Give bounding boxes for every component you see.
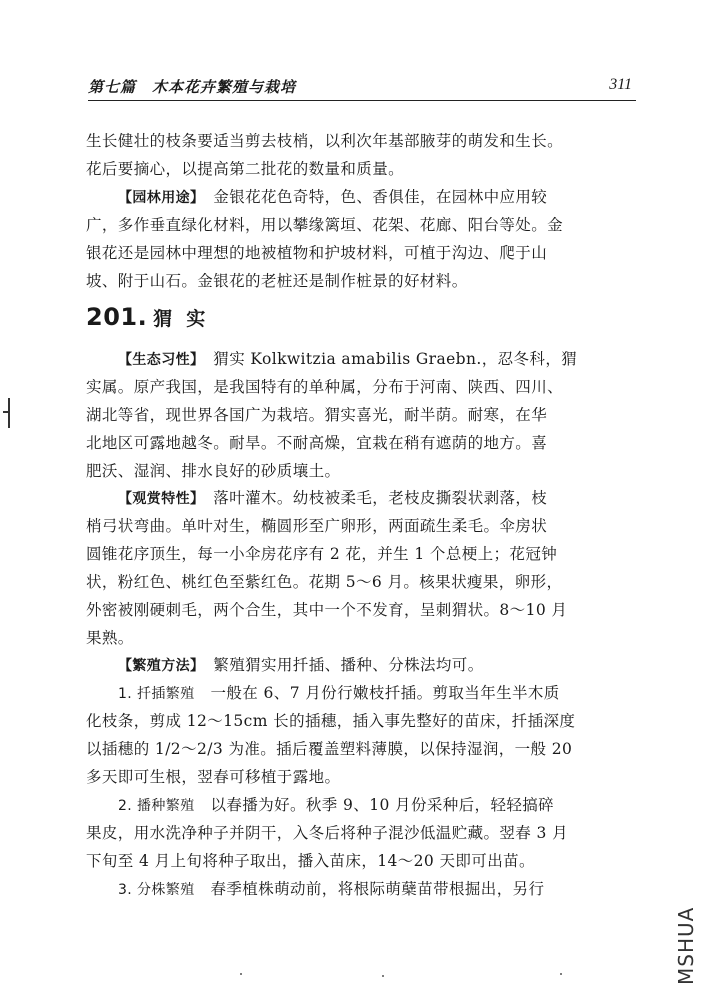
text-run: 一般在 6、7 月份行嫩枝扦插。剪取当年生半木质 [194, 684, 560, 702]
text-line: 花后要摘心，以提高第二批花的数量和质量。 [86, 160, 405, 178]
text-line [118, 878, 636, 901]
text-line [118, 682, 636, 705]
text-run: 繁殖猬实用扦插、播种、分株法均可。 [197, 656, 484, 674]
section-label: 【繁殖方法】 [118, 658, 198, 674]
text-line: 梢弓状弯曲。单叶对生，椭圆形至广卵形，两面疏生柔毛。伞房状 [86, 517, 548, 535]
text-line: 果熟。 [86, 629, 134, 647]
subsection-label: 2. 播种繁殖 [118, 798, 195, 814]
text-run: 金银花花色奇特，色、香俱佳，在园林中应用较 [197, 188, 548, 206]
section-number: 201. [86, 303, 148, 331]
text-line: 湖北等省，现世界各国广为栽培。猬实喜光，耐半荫。耐寒，在华 [86, 406, 548, 424]
text-line: 银花还是园林中理想的地被植物和护坡材料，可植于沟边、爬于山 [86, 244, 548, 262]
text-line: 外密被刚硬刺毛，两个合生，其中一个不发育，呈刺猬状。8～10 月 [86, 601, 568, 619]
text-line [118, 348, 636, 371]
text-line: 以插穗的 1/2～2/3 为准。插后覆盖塑料薄膜，以保持湿润，一般 20 [86, 740, 573, 758]
text-line: 下旬至 4 月上旬将种子取出，播入苗床，14～20 天即可出苗。 [86, 852, 535, 870]
section-label: 【生态习性】 [118, 352, 198, 368]
scan-margin-mark [3, 411, 10, 413]
chapter-title: 第七篇 木本花卉繁殖与栽培 [88, 78, 297, 96]
text-line: 圆锥花序顶生，每一小伞房花序有 2 花，并生 1 个总梗上；花冠钟 [86, 545, 558, 563]
subsection-label: 1. 扦插繁殖 [118, 686, 195, 702]
text-line: 肥沃、湿润、排水良好的砂质壤土。 [86, 462, 341, 480]
text-line [118, 186, 636, 209]
page-number: 311 [609, 76, 632, 93]
section-label: 【园林用途】 [118, 190, 198, 206]
scan-speck [382, 975, 384, 977]
section-label: 【观赏特性】 [118, 491, 198, 507]
running-header [88, 74, 636, 101]
text-line: 多天即可生根，翌春可移植于露地。 [86, 768, 341, 786]
text-line [118, 654, 636, 677]
text-run: 猬实 Kolkwitzia amabilis Graebn.，忍冬科，猬 [197, 350, 578, 368]
section-heading [86, 303, 219, 331]
text-line [118, 794, 636, 817]
text-line [118, 487, 636, 510]
text-line: 坡、附于山石。金银花的老桩还是制作桩景的好材料。 [86, 272, 468, 290]
text-run: 春季植株萌动前，将根际萌蘖苗带根掘出，另行 [194, 880, 545, 898]
text-line: 广，多作垂直绿化材料，用以攀缘篱垣、花架、花廊、阳台等处。金 [86, 216, 564, 234]
scan-speck [240, 973, 242, 975]
text-line: 状，粉红色、桃红色至紫红色。花期 5～6 月。核果状瘦果，卵形， [86, 573, 563, 591]
text-line: 果皮，用水洗净种子并阴干，入冬后将种子混沙低温贮藏。翌春 3 月 [86, 824, 569, 842]
scan-speck [560, 973, 562, 975]
section-name: 猬实 [153, 308, 220, 330]
text-line: 化枝条，剪成 12～15cm 长的插穗，插入事先整好的苗床，扦插深度 [86, 712, 576, 730]
text-line: 北地区可露地越冬。耐旱。不耐高燥，宜栽在稍有遮荫的地方。喜 [86, 434, 548, 452]
text-line: 生长健壮的枝条要适当剪去枝梢，以利次年基部腋芽的萌发和生长。 [86, 132, 564, 150]
text-run: 以春播为好。秋季 9、10 月份采种后，轻轻搞碎 [194, 796, 555, 814]
subsection-label: 3. 分株繁殖 [118, 882, 195, 898]
text-line: 实属。原产我国，是我国特有的单种属，分布于河南、陕西、四川、 [86, 378, 564, 396]
watermark: MSHUA [674, 906, 698, 985]
scan-margin-mark [8, 398, 10, 428]
text-run: 落叶灌木。幼枝被柔毛，老枝皮撕裂状剥落，枝 [197, 489, 548, 507]
